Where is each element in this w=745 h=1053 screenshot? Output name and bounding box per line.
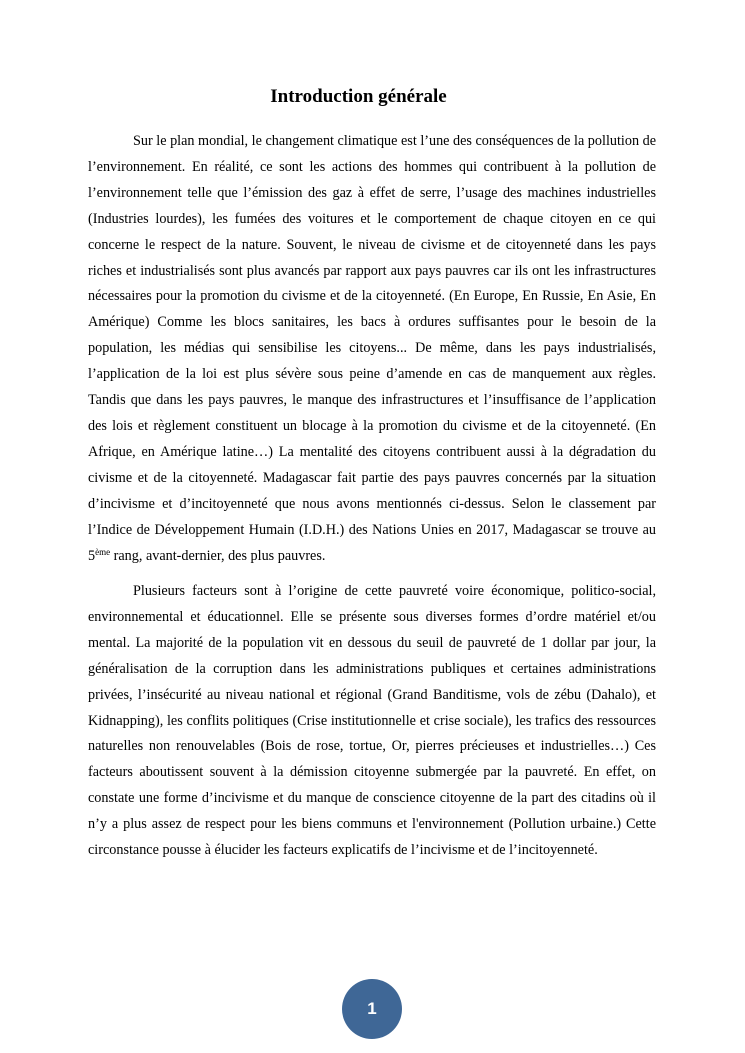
paragraph-intro-end: rang, avant-dernier, des plus pauvres.: [110, 547, 326, 564]
paragraph-intro-text: Sur le plan mondial, le changement climatique est l’une des conséquences de la pollution de l’environnement. En réalité, ce sont les actions des hommes qui contribuent à la pollution de l’environnement telle que l’émission des gaz à effet de serre, l’usage des machines industrielles (Industries lourdes), les fumées des voitures et le comportement de chaque citoyen en ce qui concerne le respect de la nature. Souvent, le niveau de civisme et de citoyenneté dans les pays riches et industrialisés sont plus avancés par rapport aux pays pauvres car ils ont les infrastructures nécessaires pour la promotion du civisme et de la citoyenneté. (En Europe, En Russie, En Asie, En Amérique) Comme les blocs sanitaires, les bacs à ordures suffisantes pour le besoin de la population, les médias qui sensibilise les citoyens... De même, dans les pays industrialisés, l’application de la loi est plus sévère sous peine d’amende en cas de manquement aux règles. Tandis que dans les pays pauvres, le manque des infrastructures et l’insuffisance de l’application des lois et règlement constituent un blocage à la promotion du civisme et de la citoyenneté. (En Afrique, en Amérique latine…) La mentalité des citoyens contribuent aussi à la dégradation du civisme et de la citoyenneté. Madagascar fait partie des pays pauvres concernés par la situation d’incivisme et d’incitoyenneté que nous avons mentionnés ci-dessus. Selon le classement par l’Indice de Développement Humain (I.D.H.) des Nations Unies en 2017, Madagascar se trouve au 5: [88, 133, 656, 564]
page-title: Introduction générale: [270, 86, 447, 107]
page-number-badge: [342, 979, 402, 1039]
paragraph-factors: Plusieurs facteurs sont à l’origine de cette pauvreté voire économique, politico-social, environnemental et éducationnel. Elle se présente sous diverses formes d’ordre matériel et/ou mental. La majorité de la population vit en dessous du seuil de pauvreté de 1 dollar par jour, la généralisation de la corruption dans les administrations publiques et certaines administrations privées, l’insécurité au niveau national et régional (Grand Banditisme, vols de zébu (Dahalo), et Kidnapping), les conflits politiques (Crise institutionnelle et crise sociale), les trafics des ressources naturelles non renouvelables (Bois de rose, tortue, Or, pierres précieuses et industrielles…) Ces facteurs aboutissent souvent à la démission citoyenne submergée par la pauvreté. En effet, on constate une forme d’incivisme et du manque de conscience citoyenne de la part des citadins où il n’y a plus assez de respect pour les biens communs et l'environnement (Pollution urbaine.) Cette circonstance pousse à élucider les facteurs explicatifs de l’incivisme et de l’incitoyenneté.: [88, 583, 656, 859]
rank-superscript: ème: [95, 546, 111, 557]
page-number: 1: [367, 999, 377, 1018]
paragraph-intro: [88, 129, 656, 569]
